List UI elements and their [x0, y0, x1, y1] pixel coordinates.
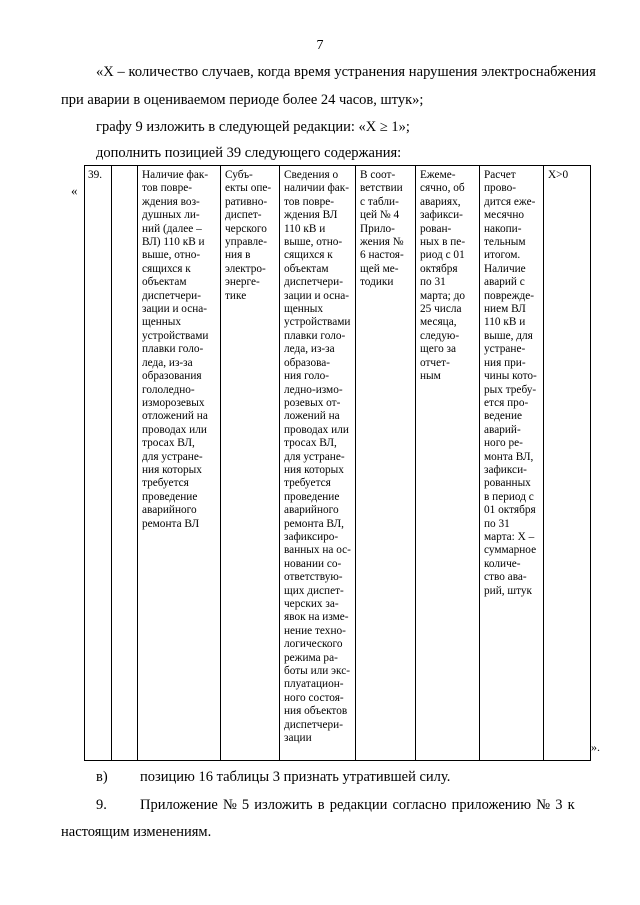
item-text: Приложение № 5 изложить в редакции согласно приложению № 3 к — [140, 797, 575, 813]
cell-text: Наличие фак- тов повре- ждения воз- душных ли- ний (далее – ВЛ) 110 кВ и выше, отно- сящихся к объектам диспетчери- зации и осна- щенных устройствами плавки голо- леда, из-за образования гололедно- изморозевых отложений на проводах или тросах ВЛ, для устране- ния которых требуется проведение аварийного ремонта ВЛ — [142, 169, 209, 530]
cell-text: Сведения о наличии фак- тов повре- ждения ВЛ 110 кВ и выше, отно- сящихся к объектам диспетчери- зации и осна- щенных устройствами плавки голо- леда, из-за образова- ния голо- ледно-измо- розевых от- ложений на проводах или тросах ВЛ, для устране- ния которых требуется проведение аварийного ремонта ВЛ, зафиксиро- ванных на ос- новании со- ответствую- щих диспет- черских за- явок на изме- нение техно- логического режима ра- боты или экс- плуатацион- ного состоя- ния объектов диспетчери- зации — [284, 169, 351, 745]
periodicity-cell — [416, 166, 480, 761]
cell-text: Расчет прово- дится еже- месячно накопи- тельным итогом. Наличие аварий с поврежде- нием ВЛ 110 кВ и выше, для устране- ния при- чины кото- рых требу- ется про- ведение аварий- ного ре- монта ВЛ, зафикси- рованных в период с 01 октября по 31 марта: X – суммарное количе- ство ава- рий, штук — [484, 169, 537, 597]
opening-quote: « — [71, 183, 78, 198]
cell-text: Ежеме- сячно, об авариях, зафикси- рован- ных в пе- риод с 01 октября по 31 марта; до 25 числа месяца, следую- щего за отчет- ным — [420, 169, 466, 383]
closing-quote: ». — [591, 740, 600, 754]
cell-text: В соот- ветствии с табли- цей № 4 Прило- жения № 6 настоя- щей ме- тодики — [360, 169, 404, 289]
information-cell — [280, 166, 356, 761]
paragraph: графу 9 изложить в следующей редакции: «X ≥ 1»; — [96, 119, 410, 135]
threshold-cell: X>0 — [544, 166, 591, 761]
item-text: позицию 16 таблицы 3 признать утратившей силу. — [140, 769, 451, 785]
position-number-cell: 39. — [85, 166, 112, 761]
item-number: 9. — [96, 797, 107, 813]
item-label: в) — [96, 769, 108, 785]
cell-text: Субъ- екты опе- ративно- диспет- черского управле- ния в электро- энерге- тике — [225, 169, 272, 302]
indicator-name-cell — [138, 166, 221, 761]
indicator-table — [84, 165, 591, 761]
subjects-cell — [221, 166, 280, 761]
paragraph: дополнить позицией 39 следующего содержания: — [96, 145, 402, 161]
reference-cell — [356, 166, 416, 761]
table-row — [85, 166, 591, 761]
paragraph-line: «X – количество случаев, когда время устранения нарушения электроснабжения — [96, 64, 596, 80]
paragraph-line: при аварии в оцениваемом периоде более 24 часов, штук»; — [61, 92, 424, 108]
page-number: 7 — [316, 38, 324, 53]
item-text: настоящим изменениям. — [61, 824, 212, 840]
empty-cell — [112, 166, 138, 761]
calculation-cell — [480, 166, 544, 761]
